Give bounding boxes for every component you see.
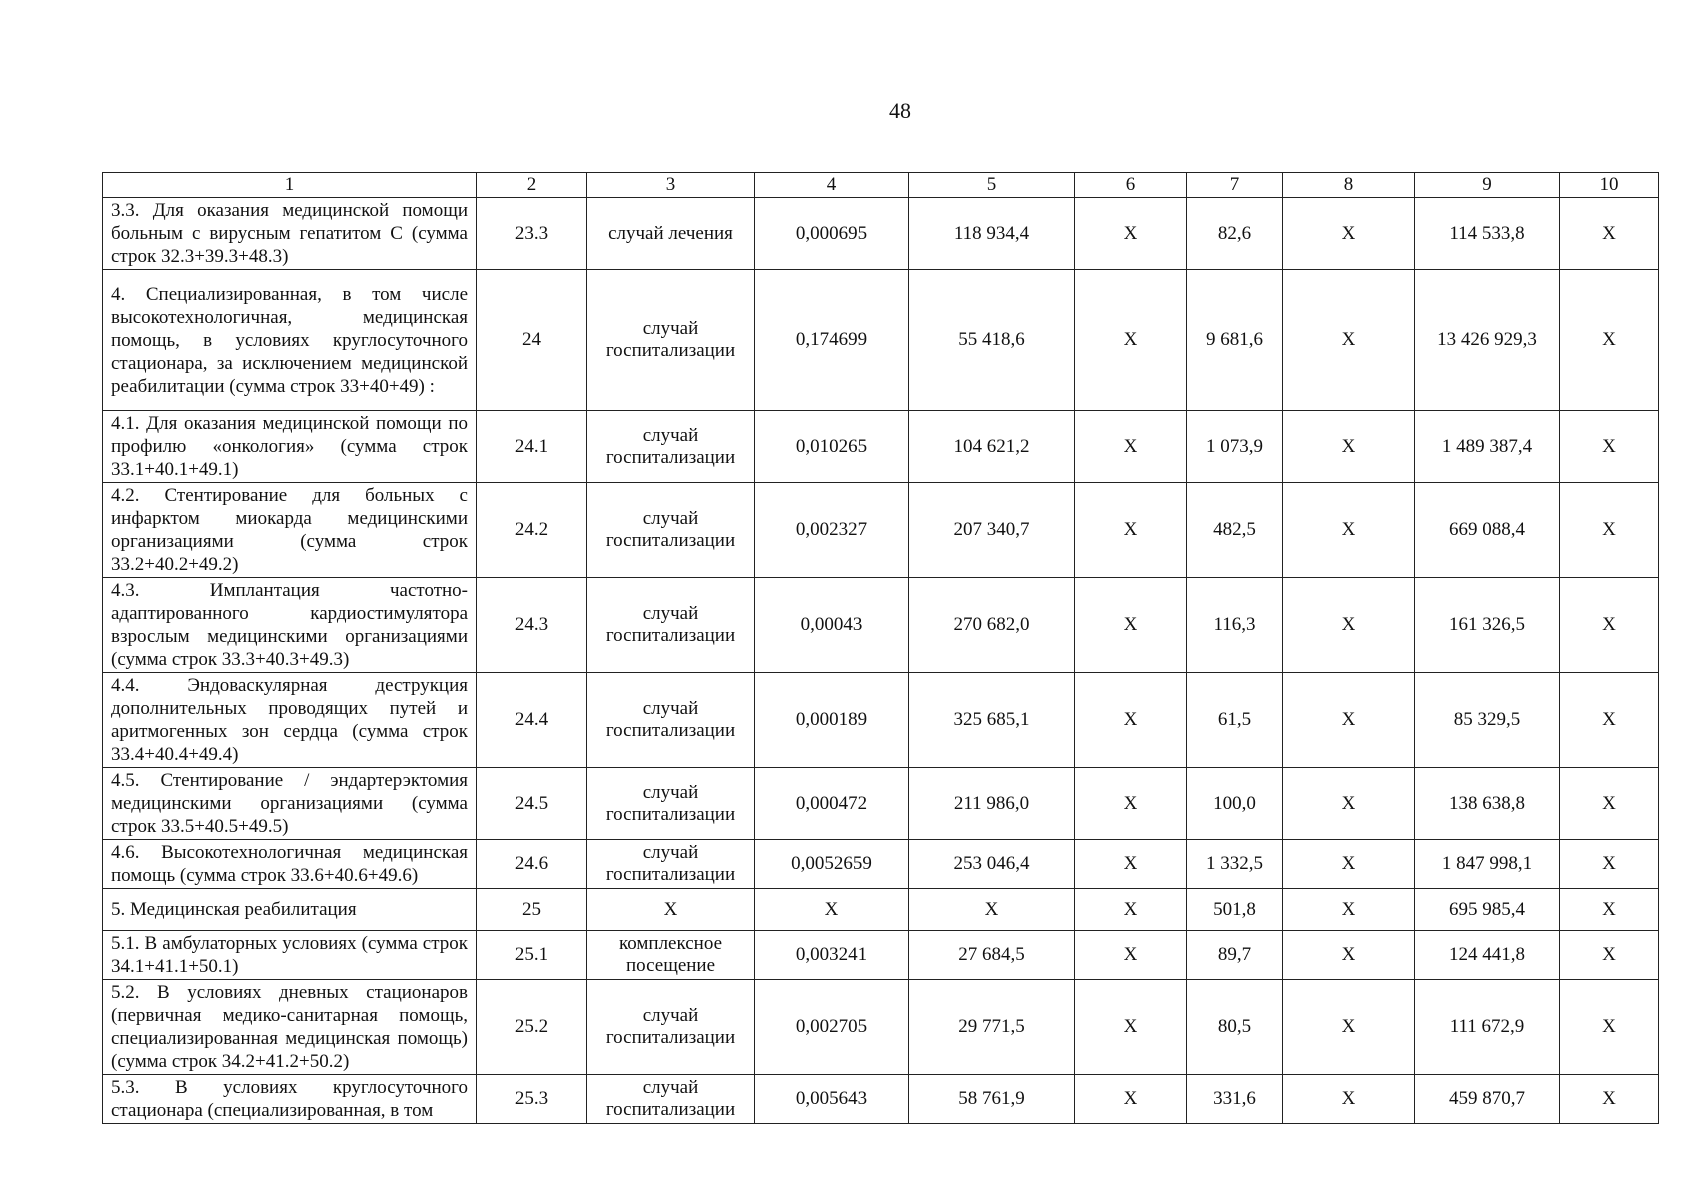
- row-code: 25.2: [477, 980, 587, 1075]
- row-unit: случай госпитализации: [587, 980, 755, 1075]
- table-row: [103, 1075, 1659, 1124]
- cell-col-7: 116,3: [1187, 578, 1283, 673]
- cell-col-5: 27 684,5: [909, 931, 1075, 980]
- row-name: 4.3. Имплантация частотно-адаптированного кардиостимулятора взрослым медицинскими организациями (сумма строк 33.3+40.3+49.3): [103, 578, 477, 673]
- table-row: [103, 198, 1659, 270]
- table-row: [103, 483, 1659, 578]
- cell-col-4: 0,000472: [755, 768, 909, 840]
- row-code: 23.3: [477, 198, 587, 270]
- cell-col-6: X: [1075, 768, 1187, 840]
- cell-col-8: X: [1283, 198, 1415, 270]
- table-row: [103, 578, 1659, 673]
- cell-col-5: 55 418,6: [909, 270, 1075, 411]
- cell-col-4: 0,0052659: [755, 840, 909, 889]
- column-number: 5: [909, 173, 1075, 198]
- table-row: [103, 768, 1659, 840]
- cell-col-8: X: [1283, 1075, 1415, 1124]
- cell-col-4: 0,174699: [755, 270, 909, 411]
- column-number: 10: [1560, 173, 1659, 198]
- cell-col-6: X: [1075, 673, 1187, 768]
- cell-col-9: 161 326,5: [1415, 578, 1560, 673]
- row-unit: X: [587, 889, 755, 931]
- cell-col-6: X: [1075, 578, 1187, 673]
- cell-col-10: X: [1560, 840, 1659, 889]
- cell-col-9: 459 870,7: [1415, 1075, 1560, 1124]
- row-name: 5. Медицинская реабилитация: [103, 889, 477, 931]
- row-code: 24.5: [477, 768, 587, 840]
- row-code: 25.1: [477, 931, 587, 980]
- row-code: 24.4: [477, 673, 587, 768]
- cell-col-9: 669 088,4: [1415, 483, 1560, 578]
- table-row: [103, 840, 1659, 889]
- cell-col-5: 211 986,0: [909, 768, 1075, 840]
- row-name: 4.6. Высокотехнологичная медицинская помощь (сумма строк 33.6+40.6+49.6): [103, 840, 477, 889]
- cell-col-7: 100,0: [1187, 768, 1283, 840]
- cell-col-6: X: [1075, 889, 1187, 931]
- row-name: 4.2. Стентирование для больных с инфарктом миокарда медицинскими организациями (сумма строк 33.2+40.2+49.2): [103, 483, 477, 578]
- cell-col-10: X: [1560, 980, 1659, 1075]
- cell-col-4: 0,003241: [755, 931, 909, 980]
- row-unit: случай госпитализации: [587, 840, 755, 889]
- row-name: 4.5. Стентирование / эндартерэктомия медицинскими организациями (сумма строк 33.5+40.5+49.5): [103, 768, 477, 840]
- cell-col-6: X: [1075, 198, 1187, 270]
- row-name: 5.1. В амбулаторных условиях (сумма строк 34.1+41.1+50.1): [103, 931, 477, 980]
- cell-col-6: X: [1075, 840, 1187, 889]
- cell-col-9: 114 533,8: [1415, 198, 1560, 270]
- cell-col-5: X: [909, 889, 1075, 931]
- cell-col-5: 29 771,5: [909, 980, 1075, 1075]
- cell-col-10: X: [1560, 889, 1659, 931]
- column-number: 3: [587, 173, 755, 198]
- cell-col-9: 13 426 929,3: [1415, 270, 1560, 411]
- cell-col-9: 85 329,5: [1415, 673, 1560, 768]
- cell-col-8: X: [1283, 483, 1415, 578]
- column-number: 1: [103, 173, 477, 198]
- row-unit: случай госпитализации: [587, 411, 755, 483]
- row-name: 3.3. Для оказания медицинской помощи больным с вирусным гепатитом С (сумма строк 32.3+39.3+48.3): [103, 198, 477, 270]
- row-unit: случай госпитализации: [587, 768, 755, 840]
- cell-col-7: 82,6: [1187, 198, 1283, 270]
- cell-col-9: 124 441,8: [1415, 931, 1560, 980]
- cell-col-8: X: [1283, 768, 1415, 840]
- table-row: [103, 270, 1659, 411]
- cell-col-4: 0,010265: [755, 411, 909, 483]
- cell-col-10: X: [1560, 483, 1659, 578]
- cell-col-6: X: [1075, 980, 1187, 1075]
- cell-col-4: 0,002327: [755, 483, 909, 578]
- cell-col-4: 0,002705: [755, 980, 909, 1075]
- table-row: [103, 673, 1659, 768]
- cell-col-5: 253 046,4: [909, 840, 1075, 889]
- row-name: 5.3. В условиях круглосуточного стационара (специализированная, в том: [103, 1075, 477, 1124]
- cell-col-4: X: [755, 889, 909, 931]
- page-number: 48: [889, 98, 911, 123]
- cell-col-10: X: [1560, 1075, 1659, 1124]
- cell-col-10: X: [1560, 931, 1659, 980]
- row-unit: случай госпитализации: [587, 1075, 755, 1124]
- column-number: 4: [755, 173, 909, 198]
- row-name: 4.4. Эндоваскулярная деструкция дополнительных проводящих путей и аритмогенных зон сердца (сумма строк 33.4+40.4+49.4): [103, 673, 477, 768]
- cell-col-6: X: [1075, 270, 1187, 411]
- column-number: 2: [477, 173, 587, 198]
- cell-col-10: X: [1560, 578, 1659, 673]
- cell-col-8: X: [1283, 270, 1415, 411]
- cell-col-10: X: [1560, 270, 1659, 411]
- cell-col-6: X: [1075, 931, 1187, 980]
- cell-col-6: X: [1075, 483, 1187, 578]
- row-unit: случай госпитализации: [587, 578, 755, 673]
- row-unit: случай госпитализации: [587, 270, 755, 411]
- row-code: 25: [477, 889, 587, 931]
- cell-col-6: X: [1075, 1075, 1187, 1124]
- cell-col-7: 501,8: [1187, 889, 1283, 931]
- row-name: 4. Специализированная, в том числе высокотехнологичная, медицинская помощь, в условиях круглосуточного стационара, за исключением медицинской реабилитации (сумма строк 33+40+49) :: [103, 270, 477, 411]
- cell-col-7: 89,7: [1187, 931, 1283, 980]
- column-number: 7: [1187, 173, 1283, 198]
- cell-col-6: X: [1075, 411, 1187, 483]
- cell-col-5: 104 621,2: [909, 411, 1075, 483]
- table-row: [103, 411, 1659, 483]
- cell-col-10: X: [1560, 768, 1659, 840]
- row-code: 25.3: [477, 1075, 587, 1124]
- column-number: 6: [1075, 173, 1187, 198]
- row-name: 5.2. В условиях дневных стационаров (первичная медико-санитарная помощь, специализированная медицинская помощь) (сумма строк 34.2+41.2+50.2): [103, 980, 477, 1075]
- cell-col-7: 9 681,6: [1187, 270, 1283, 411]
- cell-col-9: 1 489 387,4: [1415, 411, 1560, 483]
- cell-col-10: X: [1560, 198, 1659, 270]
- cell-col-8: X: [1283, 931, 1415, 980]
- table-row: [103, 980, 1659, 1075]
- row-code: 24: [477, 270, 587, 411]
- row-code: 24.2: [477, 483, 587, 578]
- cell-col-5: 207 340,7: [909, 483, 1075, 578]
- cell-col-9: 111 672,9: [1415, 980, 1560, 1075]
- cell-col-5: 118 934,4: [909, 198, 1075, 270]
- row-code: 24.6: [477, 840, 587, 889]
- cell-col-4: 0,000695: [755, 198, 909, 270]
- cell-col-4: 0,000189: [755, 673, 909, 768]
- row-unit: комплексное посещение: [587, 931, 755, 980]
- column-number: 9: [1415, 173, 1560, 198]
- cell-col-7: 1 332,5: [1187, 840, 1283, 889]
- cell-col-10: X: [1560, 411, 1659, 483]
- data-table: [102, 172, 1659, 1124]
- cell-col-8: X: [1283, 673, 1415, 768]
- table-row: [103, 889, 1659, 931]
- row-code: 24.3: [477, 578, 587, 673]
- row-code: 24.1: [477, 411, 587, 483]
- row-unit: случай лечения: [587, 198, 755, 270]
- row-name: 4.1. Для оказания медицинской помощи по профилю «онкология» (сумма строк 33.1+40.1+49.1): [103, 411, 477, 483]
- cell-col-8: X: [1283, 840, 1415, 889]
- cell-col-7: 331,6: [1187, 1075, 1283, 1124]
- cell-col-7: 482,5: [1187, 483, 1283, 578]
- cell-col-5: 270 682,0: [909, 578, 1075, 673]
- cell-col-4: 0,005643: [755, 1075, 909, 1124]
- row-unit: случай госпитализации: [587, 483, 755, 578]
- cell-col-7: 1 073,9: [1187, 411, 1283, 483]
- table-row: [103, 931, 1659, 980]
- cell-col-8: X: [1283, 411, 1415, 483]
- column-number: 8: [1283, 173, 1415, 198]
- cell-col-9: 1 847 998,1: [1415, 840, 1560, 889]
- cell-col-4: 0,00043: [755, 578, 909, 673]
- cell-col-9: 138 638,8: [1415, 768, 1560, 840]
- cell-col-7: 80,5: [1187, 980, 1283, 1075]
- cell-col-5: 58 761,9: [909, 1075, 1075, 1124]
- cell-col-8: X: [1283, 578, 1415, 673]
- cell-col-5: 325 685,1: [909, 673, 1075, 768]
- column-number-row: [103, 173, 1659, 198]
- row-unit: случай госпитализации: [587, 673, 755, 768]
- cell-col-7: 61,5: [1187, 673, 1283, 768]
- cell-col-8: X: [1283, 889, 1415, 931]
- cell-col-9: 695 985,4: [1415, 889, 1560, 931]
- cell-col-8: X: [1283, 980, 1415, 1075]
- cell-col-10: X: [1560, 673, 1659, 768]
